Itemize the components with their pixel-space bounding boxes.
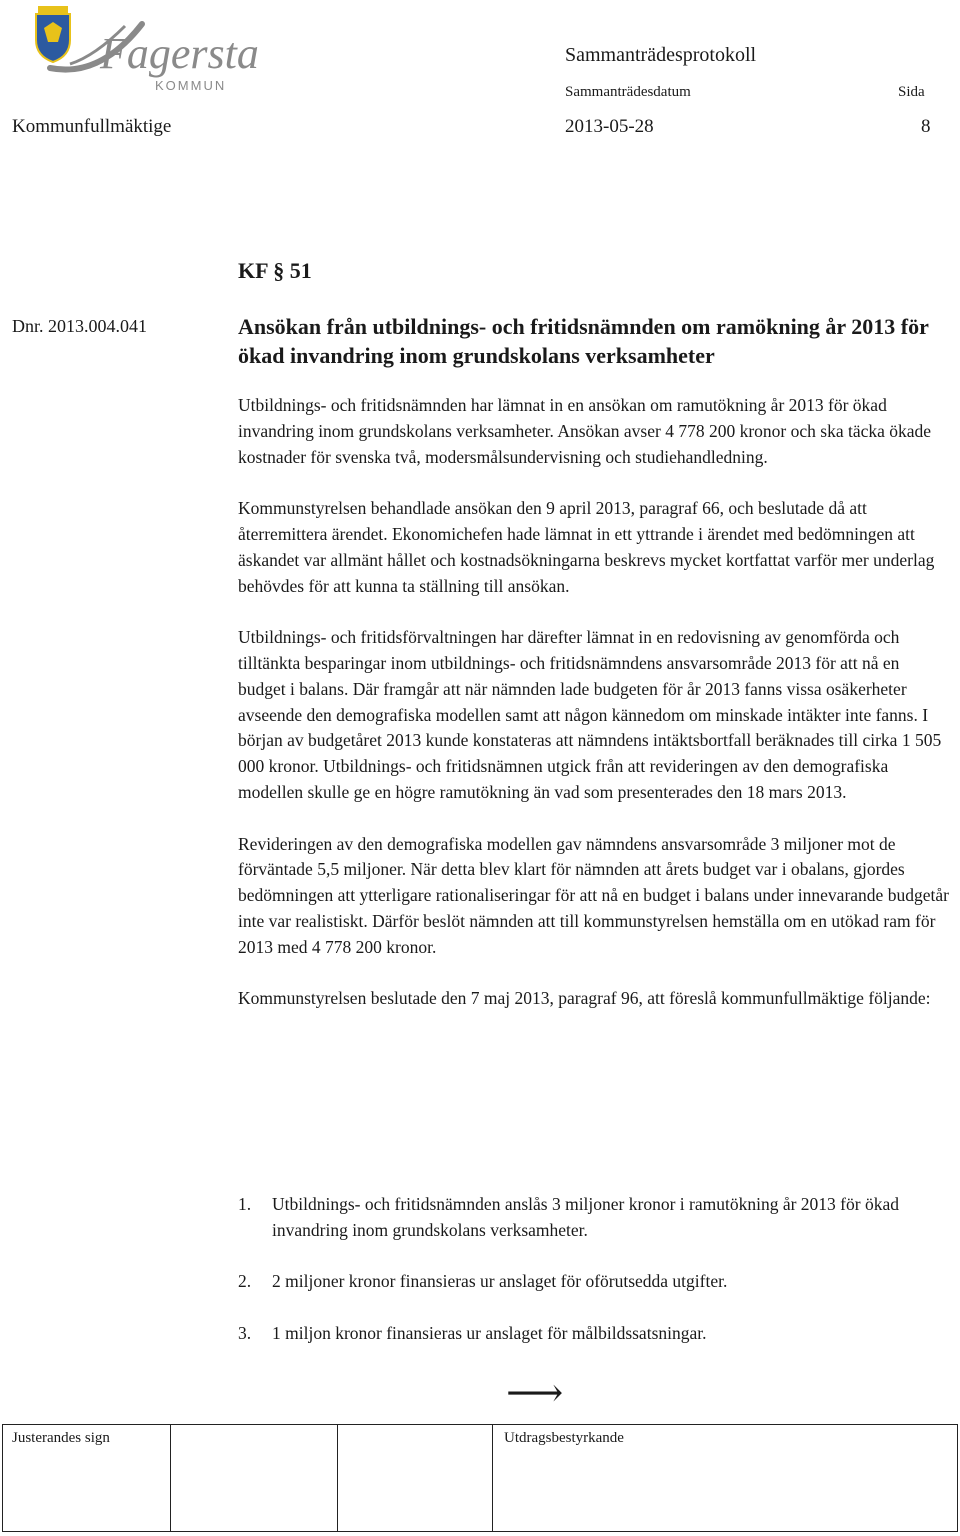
list-item — [238, 1269, 950, 1295]
logo-subtitle: KOMMUN — [155, 78, 227, 93]
signature-cell — [170, 1425, 338, 1531]
organ-name: Kommunfullmäktige — [12, 116, 172, 137]
document-type: Sammanträdesprotokoll — [565, 44, 757, 66]
proposal-list — [238, 1192, 950, 1373]
list-text: 1 miljon kronor finansieras ur anslaget för målbildssatsningar. — [272, 1322, 707, 1343]
list-item — [238, 1321, 950, 1347]
list-number: 1. — [238, 1194, 252, 1214]
coat-of-arms-icon — [36, 6, 70, 62]
body-text — [238, 393, 950, 1038]
list-number: 3. — [238, 1322, 252, 1343]
section-number: KF § 51 — [238, 258, 312, 283]
fagersta-logo-graphic — [30, 6, 259, 98]
diary-number: Dnr. 2013.004.041 — [12, 316, 147, 336]
municipality-logo — [30, 6, 259, 98]
list-number: 2. — [238, 1271, 252, 1292]
page-number: 8 — [921, 116, 931, 137]
meeting-date: 2013-05-28 — [565, 116, 654, 137]
paragraph: Revideringen av den demografiska modellen gav nämndens ansvarsområde 3 miljoner mot de förväntade 5,5 miljoner. När detta blev klart för nämnden att årets budget var i obalans, gjordes bedömningen att ytterligare rationaliseringar för att nå en budget i balans under innevarande budgetår inte var realistiskt. Därför beslöt nämnden att till kommunstyrelsen hemställa om en utökad ram för 2013 med 4 778 200 kronor. — [238, 833, 949, 957]
list-text: 2 miljoner kronor finansieras ur anslaget för oförutsedda utgifter. — [272, 1271, 728, 1292]
signature-table — [2, 1424, 958, 1532]
paragraph: Utbildnings- och fritidsnämnden har lämnat in en ansökan om ramutökning år 2013 för ökad invandring inom grundskolans verksamheter. Ansökan avser 4 778 200 kronor och ska täcka ökade kostnader för svenska två, modersmålsundervisning och studiehandledning. — [238, 395, 932, 467]
page-label: Sida — [898, 84, 925, 100]
list-text: Utbildnings- och fritidsnämnden anslås 3 miljoner kronor i ramutökning år 2013 för ökad invandring inom grundskolans verksamheter. — [272, 1194, 899, 1240]
paragraph: Kommunstyrelsen behandlade ansökan den 9 april 2013, paragraf 66, och beslutade då att återremittera ärendet. Ekonomichefen hade lämnat in ett yttrande i ärendet med bedömningen att äskandet var allmänt hållet och kostnadsökningarna beskrevs mycket kortfattat varför mer underlag behövdes för att kunna ta ställning till ansökan. — [238, 498, 935, 596]
continue-arrow-icon: ⟶ — [506, 1370, 564, 1415]
certification-label: Utdragsbestyrkande — [504, 1430, 624, 1446]
list-item — [238, 1192, 950, 1244]
paragraph: Utbildnings- och fritidsförvaltningen har därefter lämnat in en redovisning av genomförda och tilltänkta besparingar inom utbildnings- och fritidsnämndens ansvarsområde 2013 för att nå en budget i balans. Där framgår att när nämnden lade budgeten för år 2013 fanns vissa osäkerheter avseende den demografiska modellen samt att någon kännedom om minskade intäkter inte fanns. I början av budgetåret 2013 kunde konstateras att nämndens intäktsbortfall beräknades till cirka 1 505 000 kronor. Utbildnings- och fritidsnämnen utgick från att revideringen av den demografiska modellen skulle ge en högre ramutökning än vad som presenterades den 18 mars 2013. — [238, 627, 942, 802]
meeting-date-label: Sammanträdesdatum — [565, 84, 691, 100]
logo-wordmark: Fagersta — [100, 29, 259, 78]
item-heading: Ansökan från utbildnings- och fritidsnämnden om ramökning år 2013 för ökad invandring inom grundskolans verksamheter — [238, 314, 929, 368]
paragraph: Kommunstyrelsen beslutade den 7 maj 2013, paragraf 96, att föreslå kommunfullmäktige följande: — [238, 988, 931, 1009]
signature-cell — [337, 1425, 493, 1531]
signature-label: Justerandes sign — [12, 1430, 110, 1446]
